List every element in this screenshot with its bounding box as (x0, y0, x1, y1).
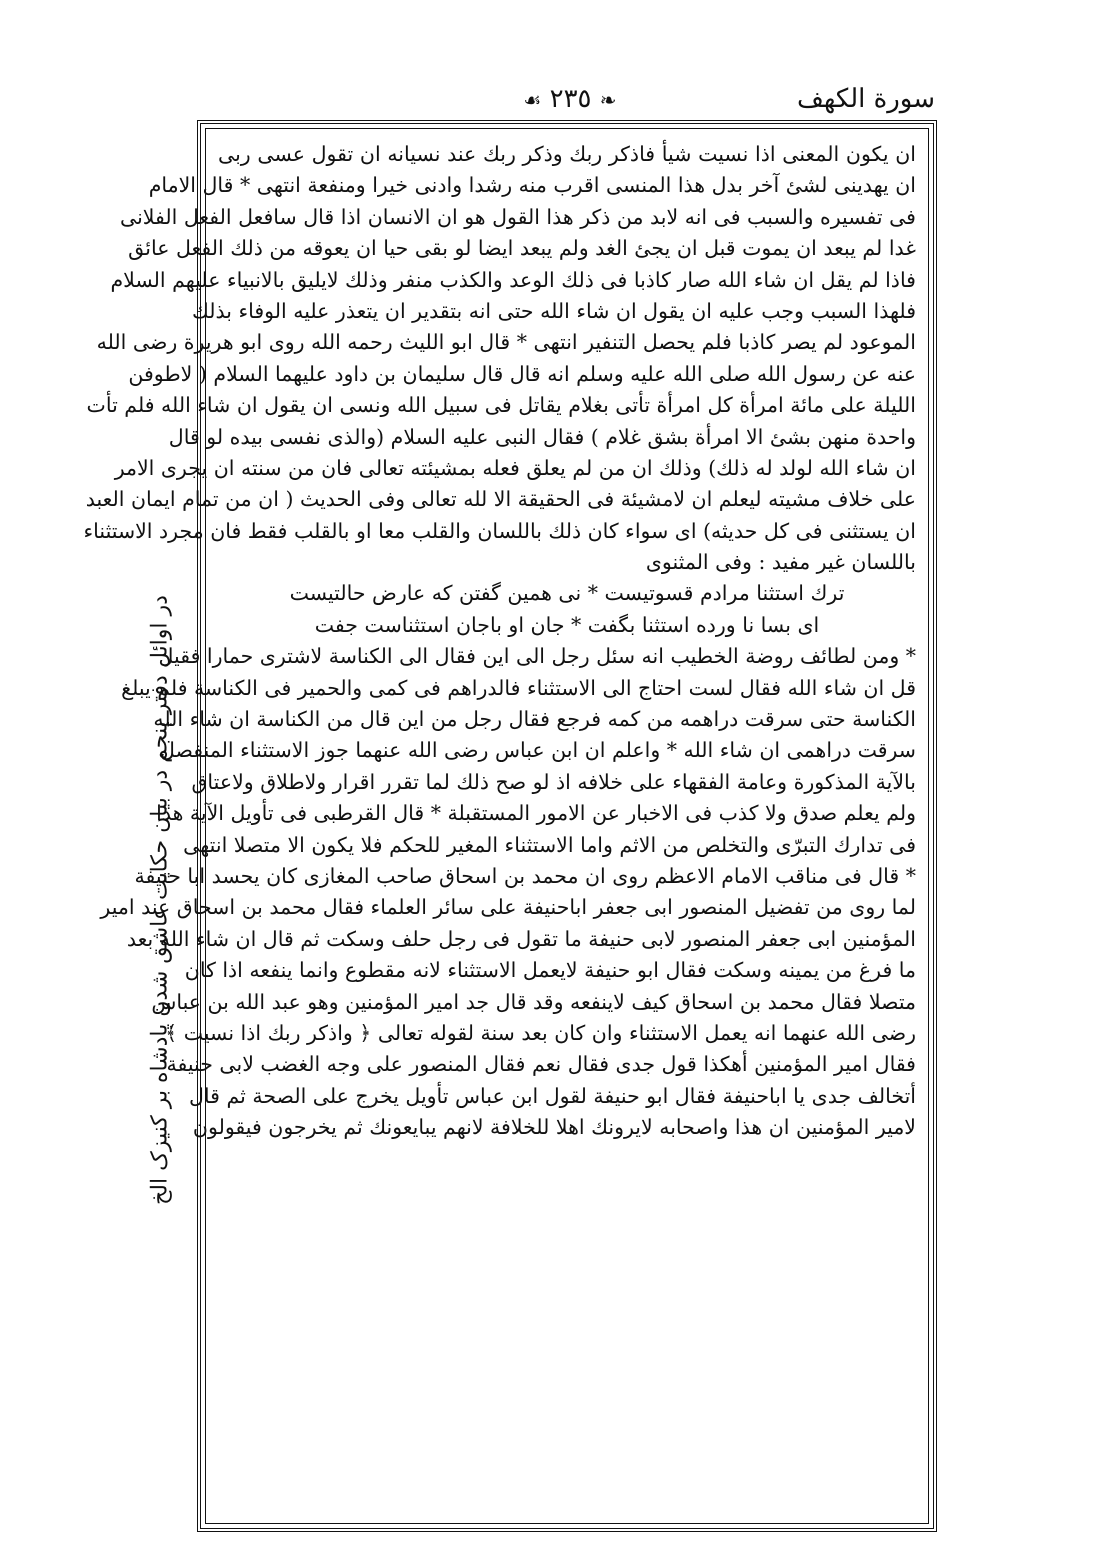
text-line: أتخالف جدى يا اباحنيفة فقال ابو حنيفة لقول ابن عباس تأويل يخرج على الصحة ثم قال (189, 1083, 916, 1108)
page-header (195, 84, 935, 120)
text-line: قل ان شاء الله فقال لست احتاج الى الاستثناء فالدراهم فى كمى والحمير فى الكناسة فلم يبلغ (121, 675, 916, 700)
verse-line: ترك استثنا مرادم قسوتيست * نى همين گفتن كه عارض حالتيست (289, 581, 845, 606)
page-number-block (505, 84, 635, 114)
text-line: ان يهدينى لشئ آخر بدل هذا المنسى اقرب منه رشدا وادنى خيرا ومنفعة انتهى * قال الامام (148, 173, 916, 198)
text-line: فقال امير المؤمنين أهكذا قول جدى فقال نعم فقال المنصور على وجه الغضب لابى حنيفة (166, 1052, 916, 1077)
text-line: سرقت دراهمى ان شاء الله * واعلم ان ابن عباس رضى الله عنهما جوز الاستثناء المنفصل (159, 738, 916, 763)
ornament-left-icon: ❧ (599, 88, 617, 112)
text-line: فلهذا السبب وجب عليه ان يقول ان شاء الله حتى انه بتقدير ان يتعذر عليه الوفاء بذلك (191, 298, 916, 323)
margin-note-text: در اوائل دفتر پنجم در بیان حکایت عاشق شدن پادشاه بر کنیزک الخ (147, 595, 173, 1205)
text-line: لما روى من تفضيل المنصور ابى جعفر اباحنيفة على سائر العلماء فقال محمد بن اسحاق عند امير (100, 895, 916, 920)
text-line: فاذا لم يقل ان شاء الله صار كاذبا فى ذلك الوعد والكذب منفر وذلك لايليق بالانبياء عليهم السلام (110, 267, 916, 292)
verse-line: اى بسا نا ورده استثنا بگفت * جان او باجان استثناست جفت (314, 612, 820, 637)
text-line: ان يستثنى فى كل حديثه) اى سواء كان ذلك باللسان والقلب معا او بالقلب فقط فان مجرد الاستثناء (83, 518, 916, 543)
text-line: باللسان غير مفيد : وفى المثنوى (645, 550, 916, 575)
text-line: بالآية المذكورة وعامة الفقهاء على خلافه اذ لو صح ذلك لما تقرر اقرار ولاطلاق ولاعتاق (191, 769, 916, 794)
ornament-right-icon: ☙ (523, 88, 542, 112)
text-line: ما فرغ من يمينه وسكت فقال ابو حنيفة لايعمل الاستثناء لانه مقطوع وانما ينفعه اذا كان (184, 958, 916, 983)
text-line: رضى الله عنهما انه يعمل الاستثناء وان كان بعد سنة لقوله تعالى ﴿ واذكر ربك اذا نسيت ﴾ (165, 1020, 916, 1045)
text-line: ولم يعلم صدق ولا كذب فى الاخبار عن الامور المستقبلة * قال القرطبى فى تأويل الآية هذا (156, 801, 916, 826)
text-line: غدا لم يبعد ان يموت قبل ان يجئ الغد ولم يبعد ايضا لو بقى حيا ان يعوقه من ذلك الفعل عائق (128, 236, 916, 261)
text-line: على خلاف مشيته ليعلم ان لامشيئة فى الحقيقة الا لله تعالى وفى الحديث ( ان من تمام ايمان العبد (85, 487, 916, 512)
text-line: لامير المؤمنين ان هذا واصحابه لايرونك اهلا للخلافة لانهم يبايعونك ثم يخرجون فيقولون (192, 1115, 916, 1140)
text-line: الكناسة حتى سرقت دراهمه من كمه فرجع فقال رجل من اين قال من الكناسة ان شاء الله (153, 707, 916, 732)
text-line: فى تدارك التبرّى والتخلص من الاثم واما الاستثناء المغير للحكم فلا يكون الا متصلا انتهى (183, 832, 916, 857)
text-line: * قال فى مناقب الامام الاعظم روى ان محمد بن اسحاق صاحب المغازى كان يحسد ابا حنيفة (134, 863, 916, 888)
text-line: ان شاء الله لولد له ذلك) وذلك ان من لم يعلق فعله بمشيئته تعالى فان من سنته ان يجرى الامر (114, 455, 916, 480)
page-number: ٢٣٥ (549, 84, 592, 114)
surah-title: سورة الكهف (796, 84, 935, 114)
text-line: عنه عن رسول الله صلى الله عليه وسلم انه قال قال سليمان بن داود عليهما السلام ( لاطوفن (128, 361, 916, 386)
text-line: متصلا فقال محمد بن اسحاق كيف لاينفعه وقد قال جد امير المؤمنين وهو عبد الله بن عباس (151, 989, 916, 1014)
text-line: ان يكون المعنى اذا نسيت شيأ فاذكر ربك وذكر ربك عند نسيانه ان تقول عسى ربى (218, 142, 916, 166)
text-line: واحدة منهن بشئ الا امرأة بشق غلام ) فقال النبى عليه السلام (والذى نفسى بيده لو قال (168, 424, 916, 449)
text-line: * ومن لطائف روضة الخطيب انه سئل رجل الى اين فقال الى الكناسة لاشترى حمارا فقيل (158, 644, 916, 669)
text-line: المؤمنين ابى جعفر المنصور لابى حنيفة ما تقول فى رجل حلف وسكت ثم قال ان شاء الله بعد (126, 926, 916, 951)
text-line: الليلة على مائة امرأة كل امرأة تأتى بغلام يقاتل فى سبيل الله ونسى ان يقول ان شاء الله فلم تأت (86, 393, 916, 418)
text-line: الموعود لم يصر كاذبا فلم يحصل التنفير انتهى * قال ابو الليث رحمه الله روى ابو هريرة رضى الله (96, 330, 916, 355)
text-line: فى تفسيره والسبب فى انه لابد من ذكر هذا القول هو ان الانسان اذا قال سافعل الفعل الفلانى (120, 204, 916, 229)
